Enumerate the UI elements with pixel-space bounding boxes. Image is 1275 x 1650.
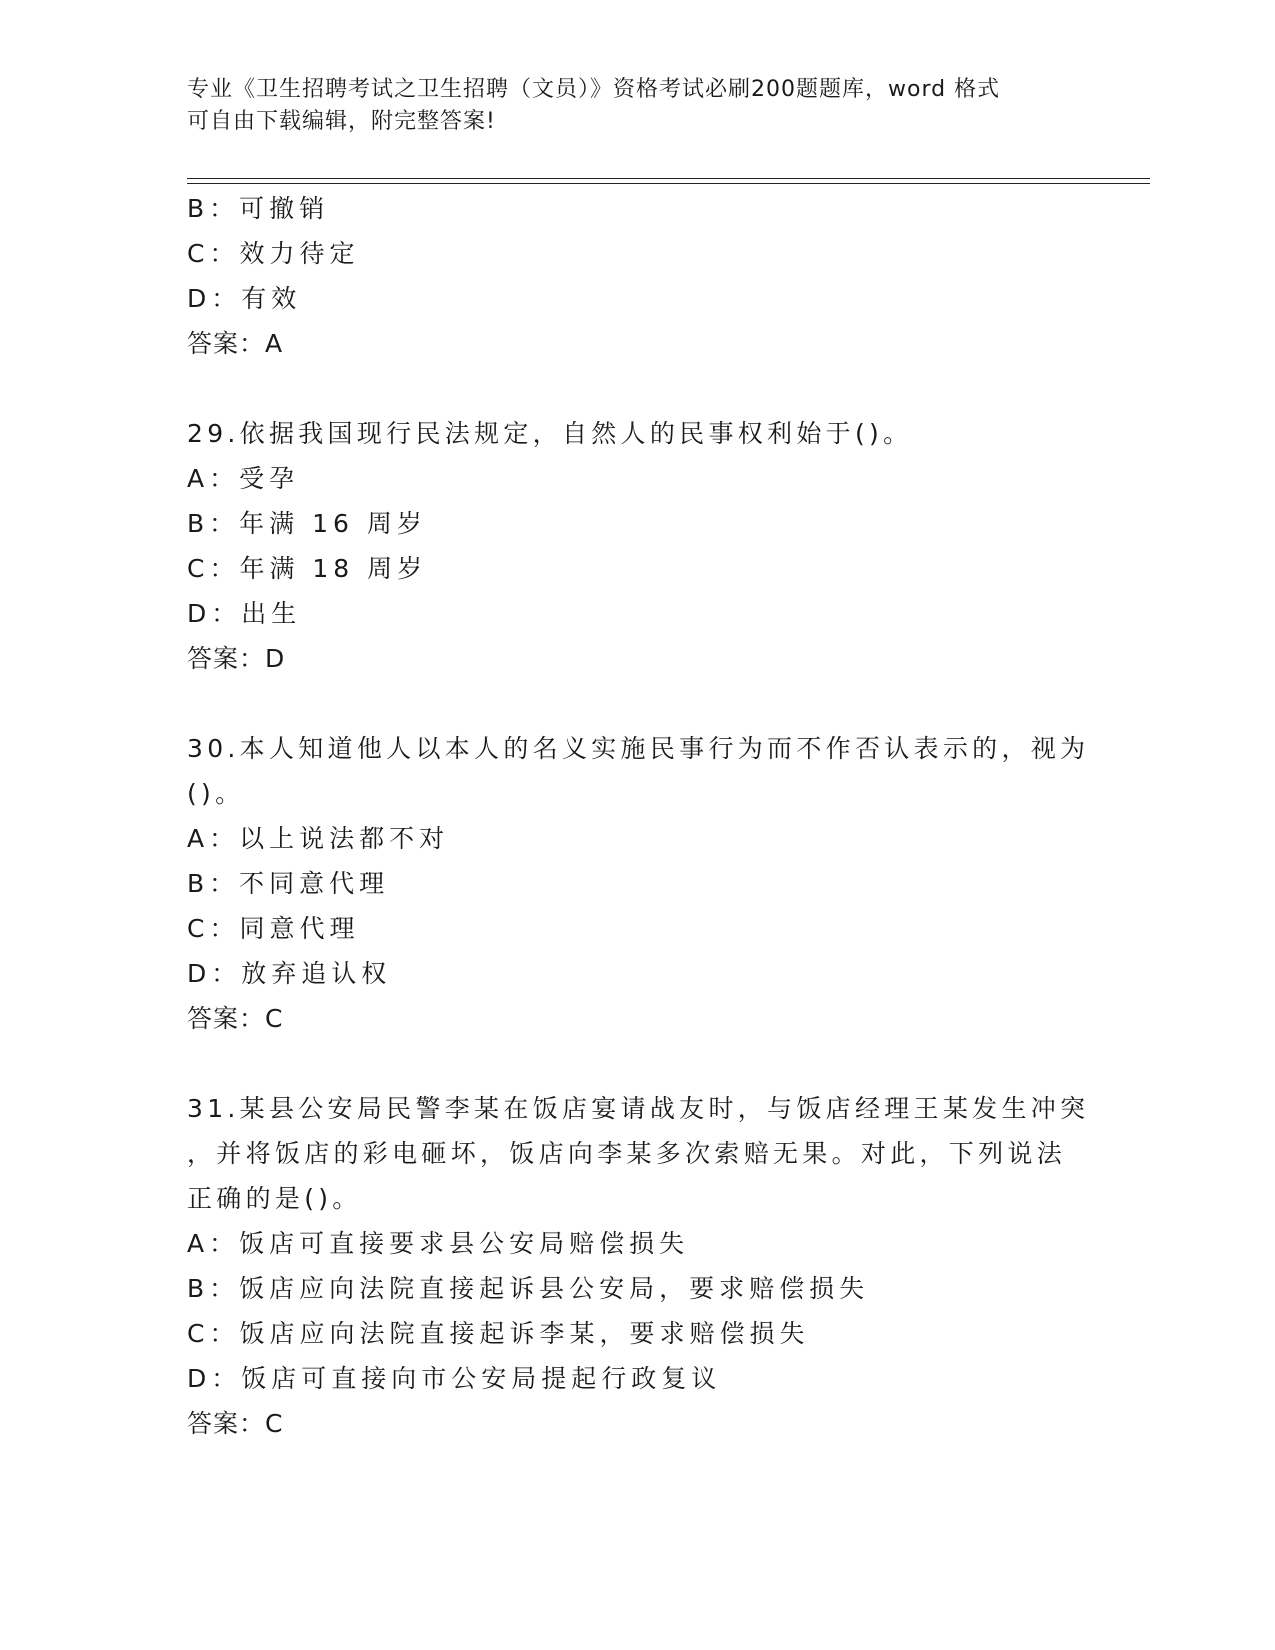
q29-option-a: A：受孕 — [187, 464, 300, 493]
q30-stem-line-2: ()。 — [187, 779, 245, 808]
q30-answer: 答案：C — [187, 1004, 284, 1033]
page-header — [187, 74, 1087, 138]
q31-option-c: C：饭店应向法院直接起诉李某，要求赔偿损失 — [187, 1319, 810, 1348]
q31-stem-line-2: ，并将饭店的彩电砸坏，饭店向李某多次索赔无果。对此，下列说法 — [187, 1139, 1067, 1168]
header-divider-top — [187, 178, 1150, 179]
q28-answer: 答案：A — [187, 329, 284, 358]
q28-option-b: B：可撤销 — [187, 194, 330, 223]
q31-option-a: A：饭店可直接要求县公安局赔偿损失 — [187, 1229, 690, 1258]
q29-stem: 29.依据我国现行民法规定，自然人的民事权利始于()。 — [187, 419, 913, 448]
q30-option-d: D：放弃追认权 — [187, 959, 392, 988]
q31-option-d: D：饭店可直接向市公安局提起行政复议 — [187, 1364, 722, 1393]
q31-option-b: B：饭店应向法院直接起诉县公安局，要求赔偿损失 — [187, 1274, 870, 1303]
q30-option-b: B：不同意代理 — [187, 869, 390, 898]
header-divider-bottom — [187, 183, 1150, 184]
q28-option-d: D：有效 — [187, 284, 302, 313]
q29-option-c: C：年满 18 周岁 — [187, 554, 428, 583]
header-line-2: 可自由下载编辑，附完整答案! — [187, 109, 496, 134]
header-line-1: 专业《卫生招聘考试之卫生招聘（文员）》资格考试必刷200题题库，word 格式 — [187, 77, 1001, 102]
q30-option-c: C：同意代理 — [187, 914, 360, 943]
q30-stem-line-1: 30.本人知道他人以本人的名义实施民事行为而不作否认表示的，视为 — [187, 734, 1090, 763]
q31-answer: 答案：C — [187, 1409, 284, 1438]
q29-option-d: D：出生 — [187, 599, 302, 628]
q28-option-c: C：效力待定 — [187, 239, 360, 268]
q31-stem-line-1: 31.某县公安局民警李某在饭店宴请战友时，与饭店经理王某发生冲突 — [187, 1094, 1090, 1123]
q31-stem-line-3: 正确的是()。 — [187, 1184, 362, 1213]
q29-option-b: B：年满 16 周岁 — [187, 509, 427, 538]
q29-answer: 答案：D — [187, 644, 286, 673]
q30-option-a: A：以上说法都不对 — [187, 824, 450, 853]
